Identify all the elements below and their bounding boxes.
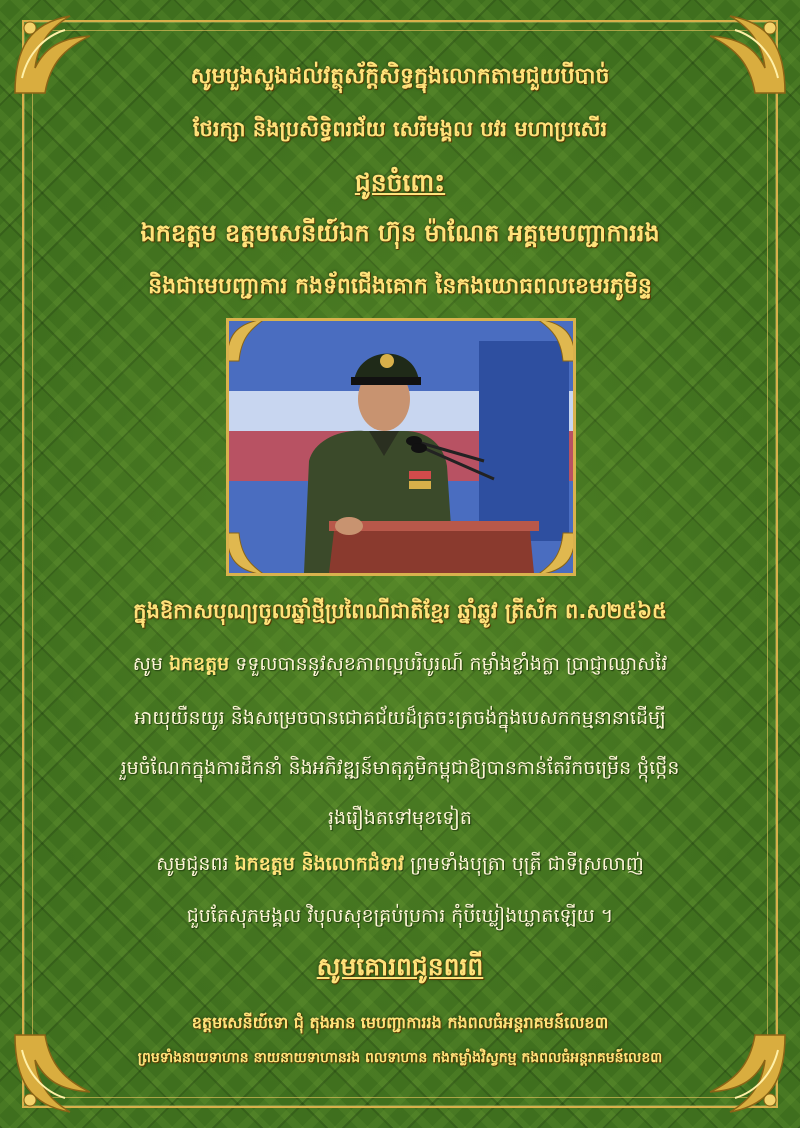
- corner-ornament-icon: [10, 8, 100, 98]
- wish-line-4: រុងរឿងតទៅមុខទៀត: [328, 807, 472, 829]
- wish-honorific-2: ឯកឧត្តម និងលោកជំទាវ: [234, 853, 405, 875]
- blessing-line-1: សូមបួងសួងដល់វត្ថុស័ក្តិសិទ្ធក្នុងលោកតាមជួយបីបាច់: [190, 64, 610, 89]
- corner-ornament-icon: [700, 8, 790, 98]
- wish-line-2: អាយុយឺនយូរ និងសម្រេចបានជោគជ័យដ៏ត្រចះត្រចង់ក្នុងបេសកកម្មនានាដើម្បី: [134, 707, 666, 729]
- wish-rest-2: ព្រមទាំងបុត្រា បុត្រី ជាទីស្រលាញ់: [404, 853, 644, 875]
- sender-line-1: ឧត្តមសេនីយ៍ទោ ជុំ តុងអាន មេបញ្ជាការរង កងពលធំអន្តរាគមន៍លេខ៣: [191, 1013, 609, 1032]
- photo-corner-ornament-icon: [531, 531, 576, 576]
- corner-ornament-icon: [10, 1030, 100, 1120]
- sender-heading: សូមគោរពជូនពរពី: [316, 952, 484, 981]
- wish-lead: សូម: [132, 653, 169, 675]
- photo-corner-ornament-icon: [226, 531, 271, 576]
- recipient-title: ឯកឧត្តម ឧត្តមសេនីយ៍ឯក ហ៊ុន ម៉ាណែត អគ្គមេបញ្ជាការរង: [140, 219, 660, 247]
- wish-rest: ទទួលបាននូវសុខភាពល្អបរិបូរណ៍ កម្លាំងខ្លាំងក្លា ប្រាជ្ញាឈ្លាសវៃ: [229, 653, 668, 675]
- wish-lead-2: សូមជូនពរ: [156, 853, 235, 875]
- wish-line-1: [80, 652, 720, 680]
- dedication-heading: ជូនចំពោះ: [354, 168, 446, 197]
- wish-line-5: [80, 852, 720, 880]
- blessing-line-2: ថែរក្សា និងប្រសិទ្ធិពរជ័យ សេរីមង្គល បវរ មហាប្រសើរ: [192, 117, 608, 141]
- portrait-photo: [226, 318, 576, 576]
- wish-line-6: ជួបតែសុភមង្គល វិបុលសុខគ្រប់ប្រការ កុំបីឃ្លៀងឃ្លាតឡើយ ។: [186, 905, 614, 927]
- wish-honorific: ឯកឧត្តម: [168, 653, 230, 675]
- photo-corner-ornament-icon: [531, 318, 576, 363]
- wish-line-3: រួមចំណែកក្នុងការដឹកនាំ និងអភិវឌ្ឍន៍មាតុភូមិកម្ពុជាឱ្យបានកាន់តែរីកចម្រើន ថ្កុំថ្កើន: [120, 757, 680, 779]
- occasion-line: ក្នុងឱកាសបុណ្យចូលឆ្នាំថ្មីប្រពៃណីជាតិខ្មែរ ឆ្នាំឆ្លូវ ត្រីស័ក ព.ស២៥៦៥: [133, 599, 667, 623]
- photo-corner-ornament-icon: [226, 318, 271, 363]
- corner-ornament-icon: [700, 1030, 790, 1120]
- sender-line-2: ព្រមទាំងនាយទាហាន នាយនាយទាហានរង ពលទាហាន កងកម្លាំងវិស្វកម្ម កងពលធំអន្តរាគមន៍លេខ៣: [137, 1050, 663, 1066]
- recipient-position: និងជាមេបញ្ជាការ កងទ័ពជើងគោក នៃកងយោធពលខេមរភូមិន្ទ: [148, 274, 652, 299]
- portrait-illustration: [229, 321, 573, 573]
